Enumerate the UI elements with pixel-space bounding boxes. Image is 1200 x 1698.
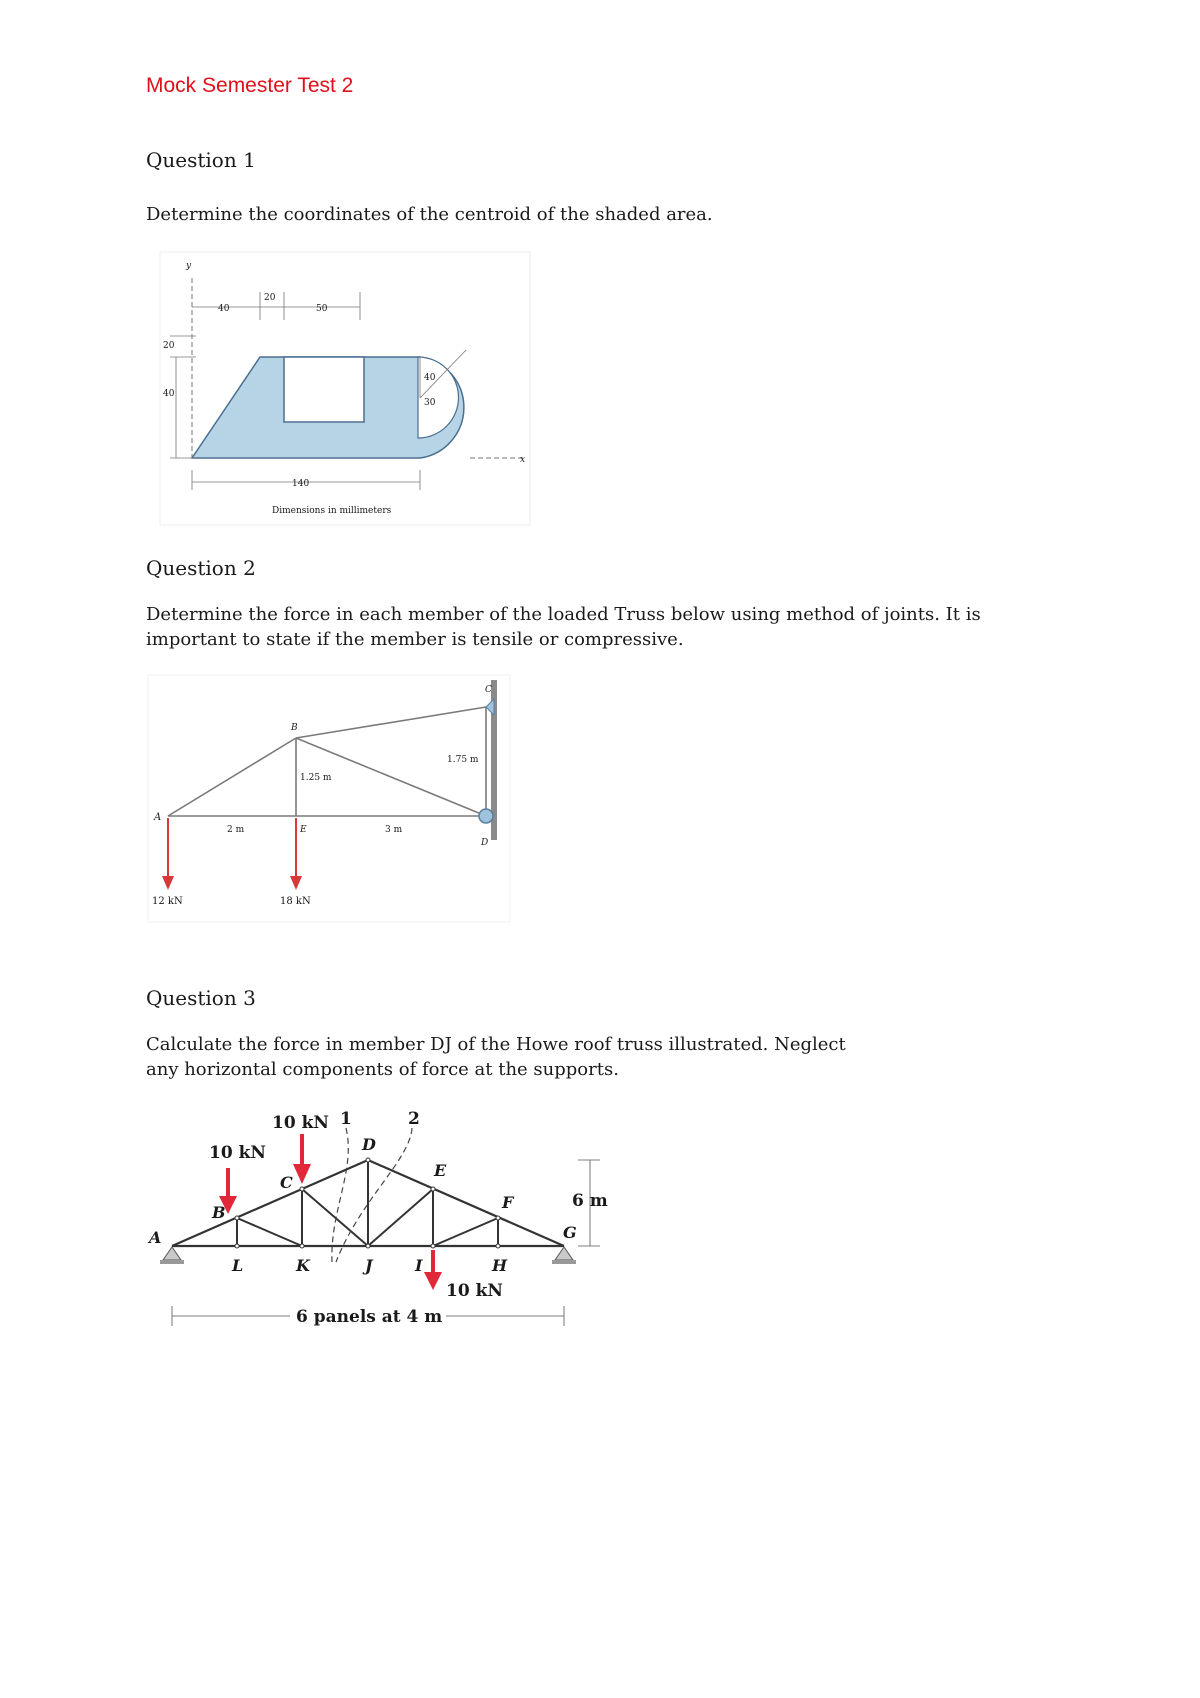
q3-label-D: D — [362, 1135, 376, 1154]
q2-label-E: E — [300, 825, 307, 835]
q1-dim-left-20: 20 — [163, 341, 175, 351]
q2-label-C: C — [485, 685, 492, 695]
q3-label-J: J — [365, 1256, 373, 1275]
q1-dim-top-40: 40 — [218, 304, 230, 314]
q3-label-G: G — [563, 1223, 577, 1242]
q3-label-C: C — [280, 1173, 293, 1192]
q3-label-I: I — [415, 1256, 423, 1275]
q1-dim-left-40: 40 — [163, 389, 175, 399]
question2-text: Determine the force in each member of the loaded Truss below using method of joints. It is important to state if the member is tensile or compressive. — [146, 604, 981, 650]
q3-label-K: K — [296, 1256, 310, 1275]
q3-dim-span: 6 panels at 4 m — [296, 1307, 443, 1327]
q3-label-H: H — [492, 1256, 508, 1275]
q3-label-F: F — [502, 1193, 514, 1212]
q2-label-A: A — [154, 812, 162, 823]
q3-label-L: L — [232, 1256, 244, 1275]
question3-text: Calculate the force in member DJ of the Howe roof truss illustrated. Neglect any horizontal components of force at the supports. — [146, 1034, 846, 1080]
q2-dim-175: 1.75 m — [447, 755, 479, 765]
q3-load-B: 10 kN — [209, 1143, 266, 1163]
q3-label-E: E — [434, 1161, 447, 1180]
q3-label-A: A — [149, 1228, 162, 1247]
document-title: Mock Semester Test 2 — [146, 74, 354, 97]
q1-figure-caption: Dimensions in millimeters — [272, 506, 392, 516]
q3-load-I: 10 kN — [446, 1281, 503, 1301]
question3-heading: Question 3 — [146, 986, 256, 1010]
q2-load-A: 12 kN — [152, 896, 183, 907]
q2-dim-2: 2 m — [227, 825, 245, 835]
q2-load-E: 18 kN — [280, 896, 311, 907]
q3-load-C: 10 kN — [272, 1113, 329, 1133]
q3-section-1: 1 — [340, 1109, 352, 1129]
q3-dim-height: 6 m — [572, 1191, 608, 1211]
q2-label-B: B — [291, 723, 298, 733]
q1-axis-x-label: x — [520, 455, 526, 465]
q1-dim-r40: 40 — [424, 373, 436, 383]
question1-text: Determine the coordinates of the centroid of the shaded area. — [146, 204, 713, 225]
q2-dim-3: 3 m — [385, 825, 403, 835]
q3-label-B: B — [212, 1203, 226, 1222]
q1-dim-r30: 30 — [424, 398, 436, 408]
q1-dim-top-20: 20 — [264, 293, 276, 303]
q1-axis-y-label: y — [186, 261, 192, 271]
q2-label-D: D — [481, 838, 489, 848]
q1-dim-top-50: 50 — [316, 304, 328, 314]
q2-dim-125: 1.25 m — [300, 773, 332, 783]
q1-dim-bottom-140: 140 — [292, 479, 310, 489]
question1-heading: Question 1 — [146, 148, 256, 172]
q3-section-2: 2 — [408, 1109, 420, 1129]
question2-heading: Question 2 — [146, 556, 256, 580]
